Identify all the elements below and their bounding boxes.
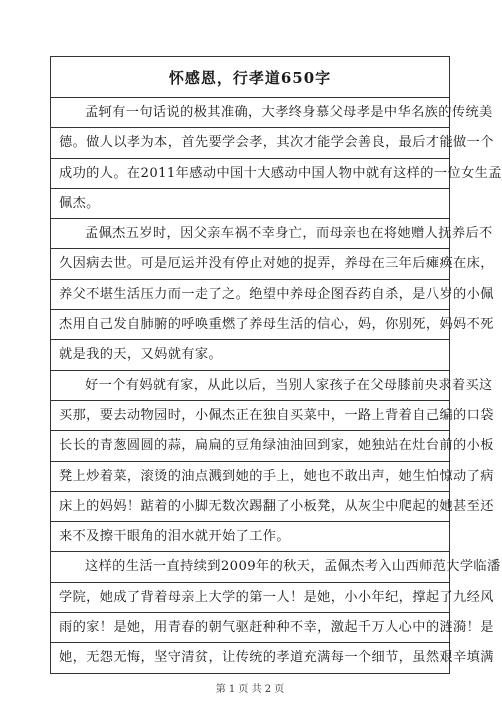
text-line: 孟佩杰五岁时，因父亲车祸不幸身亡，而母亲也在将她赠人抚养后不 bbox=[51, 219, 449, 249]
document-table bbox=[50, 56, 502, 674]
document-title: 怀感恩，行孝道650字 bbox=[51, 57, 449, 98]
text-line: 德。做人以孝为本，首先要学会孝，其次才能学会善良，最后才能做一个 bbox=[51, 128, 449, 158]
text-line: 她，无怨无悔，坚守清贫，让传统的孝道充满每一个细节，虽然艰辛填满 bbox=[51, 643, 449, 673]
text-line: 长长的青葱圆圆的蒜，扁扁的豆角绿油油回到家，她独站在灶台前的小板 bbox=[51, 431, 449, 461]
text-line: 凳上炒着菜，滚烫的油点溅到她的手上，她也不敢出声，她生怕惊动了病 bbox=[51, 462, 449, 492]
text-line: 这样的生活一直持续到2009年的秋天，孟佩杰考入山西师范大学临潘 bbox=[51, 552, 449, 582]
text-line: 就是我的天，又妈就有家。 bbox=[51, 340, 449, 370]
text-line: 成功的人。在2011年感动中国十大感动中国人物中就有这样的一位女生孟 bbox=[51, 159, 449, 189]
text-line: 久因病去世。可是厄运并没有停止对她的捉弄，养母在三年后瘫痪在床， bbox=[51, 249, 449, 279]
text-line: 好一个有妈就有家，从此以后，当别人家孩子在父母膝前央求着买这 bbox=[51, 371, 449, 401]
text-line: 来不及擦干眼角的泪水就开始了工作。 bbox=[51, 522, 449, 552]
text-line: 床上的妈妈！踮着的小脚无数次踢翻了小板凳，从灰尘中爬起的她甚至还 bbox=[51, 492, 449, 522]
text-line: 孟轲有一句话说的极其准确，大孝终身慕父母孝是中华名族的传统美 bbox=[51, 98, 449, 128]
text-line: 杰用自己发自肺腑的呼唤重燃了养母生活的信心，妈，你别死，妈妈不死 bbox=[51, 310, 449, 340]
text-line: 佩杰。 bbox=[51, 189, 449, 219]
text-line: 买那，要去动物园时，小佩杰正在独自买菜中，一路上背着自己编的口袋 bbox=[51, 401, 449, 431]
text-line: 学院，她成了背着母亲上大学的第一人！是她，小小年纪，撑起了九经风 bbox=[51, 583, 449, 613]
text-line: 雨的家！是她，用青春的朝气驱赶种种不幸，激起千万人心中的涟漪！是 bbox=[51, 613, 449, 643]
page-number: 第 1 页 共 2 页 bbox=[215, 684, 285, 695]
text-line: 养父不堪生活压力而一走了之。绝望中养母企图吞药自杀，是八岁的小佩 bbox=[51, 280, 449, 310]
